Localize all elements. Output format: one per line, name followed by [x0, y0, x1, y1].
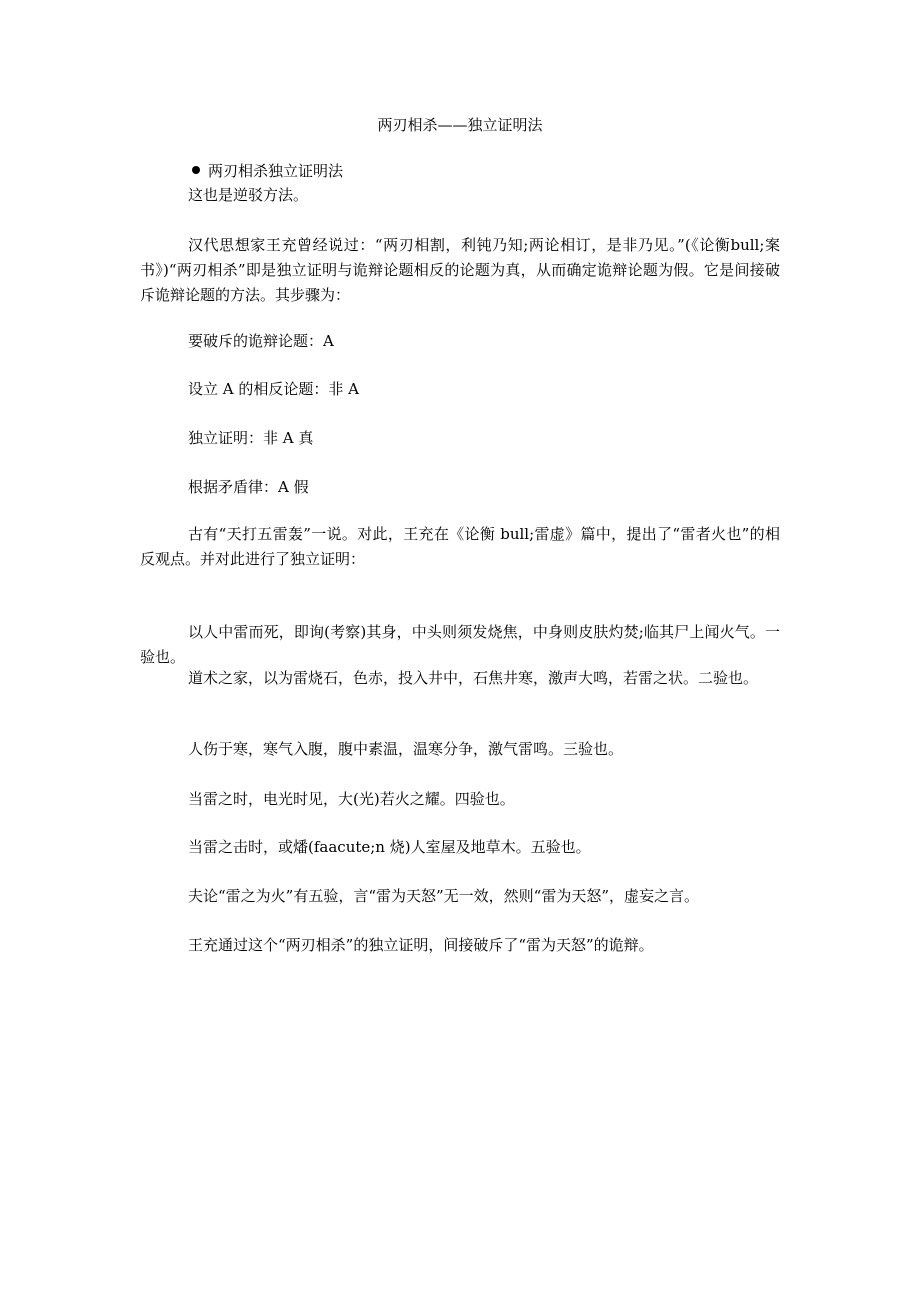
paragraph-7: 当雷之击时，或燔(faacute;n 烧)人室屋及地草木。五验也。: [188, 838, 591, 856]
paragraph-8: 夫论“雷之为火”有五验，言“雷为天怒”无一效，然则“雷为天怒”，虚妄之言。: [188, 887, 700, 905]
paragraph-5: 人伤于寒，寒气入腹，腹中素温，温寒分争，激气雷鸣。三验也。: [188, 740, 624, 758]
bullet-heading-text: 两刃相杀独立证明法: [208, 162, 344, 180]
step-1: 要破斥的诡辩论题：A: [188, 332, 334, 350]
bullet-heading: [192, 161, 343, 181]
paragraph-3: 以人中雷而死，即询(考察)其身，中头则须发烧焦，中身则皮肤灼焚;临其尸上闻火气。一验也。: [140, 623, 780, 666]
paragraph-4: 道术之家，以为雷烧石，色赤，投入井中，石焦井寒，激声大鸣，若雷之状。二验也。: [188, 669, 759, 687]
step-2: 设立 A 的相反论题：非 A: [188, 380, 359, 398]
paragraph-9: 王充通过这个“两刃相杀”的独立证明，间接破斥了“雷为天怒”的诡辩。: [188, 936, 654, 954]
bullet-icon: [192, 166, 200, 174]
step-3: 独立证明：非 A 真: [188, 429, 314, 447]
paragraph-6: 当雷之时，电光时见，大(光)若火之耀。四验也。: [188, 790, 515, 808]
page-title: 两刃相杀——独立证明法: [377, 116, 543, 134]
step-4: 根据矛盾律：A 假: [188, 478, 309, 496]
paragraph-2: 古有“天打五雷轰”一说。对此，王充在《论衡 bull;雷虚》篇中，提出了“雷者火也”的相反观点。并对此进行了独立证明：: [140, 525, 780, 568]
paragraph-1: 汉代思想家王充曾经说过：“两刃相割，利钝乃知;两论相订，是非乃见。”(《论衡bull;案书》)“两刃相杀”即是独立证明与诡辩论题相反的论题为真，从而确定诡辩论题为假。它是间接破斥诡辩论题的方法。其步骤为：: [140, 236, 780, 304]
intro-line: 这也是逆驳方法。: [188, 186, 309, 204]
